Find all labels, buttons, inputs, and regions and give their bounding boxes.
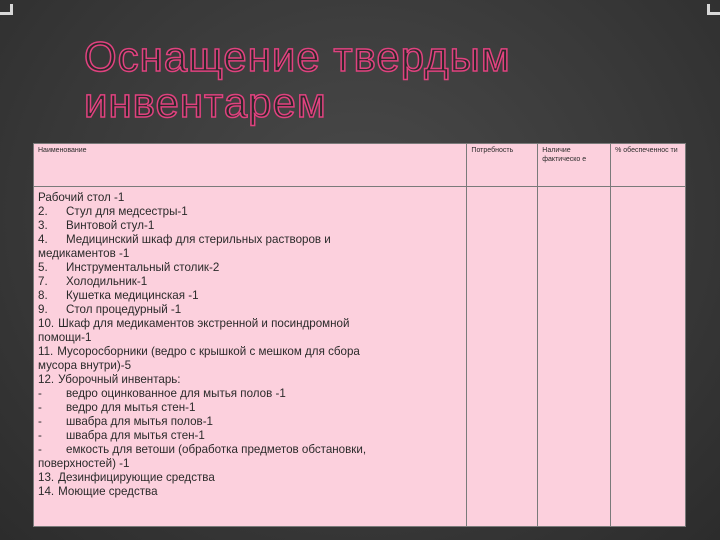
list-item-number: - — [38, 387, 42, 400]
list-item-number: 2. — [38, 205, 48, 218]
list-item — [38, 415, 462, 429]
list-item — [38, 233, 462, 247]
list-item-text: Моющие средства — [58, 485, 158, 498]
title-line-1: Оснащение твердым — [84, 33, 511, 80]
list-item-text: Уборочный инвентарь: — [58, 373, 181, 386]
list-item-text: Шкаф для медикаментов экстренной и посиндромной — [58, 317, 350, 330]
need-cell — [467, 187, 538, 527]
list-item-number: 5. — [38, 261, 48, 274]
list-item-text: емкость для ветоши (обработка предметов обстановки, — [66, 443, 367, 456]
list-item — [38, 387, 462, 401]
list-item-number: - — [38, 429, 42, 442]
list-item-text: Дезинфицирующие средства — [58, 471, 215, 484]
header-available: Наличие фактическо е — [538, 144, 611, 187]
list-item — [38, 205, 462, 219]
list-item-number: 11. — [38, 345, 54, 358]
list-item — [38, 219, 462, 233]
list-item-text: Холодильник-1 — [66, 275, 148, 288]
list-item-number: 14. — [38, 485, 55, 498]
slide-title — [84, 34, 684, 126]
list-item — [38, 401, 462, 415]
equipment-table — [33, 143, 686, 527]
corner-bracket-right — [707, 4, 720, 15]
list-item — [38, 247, 462, 261]
list-item — [38, 261, 462, 275]
table-body-row — [34, 187, 686, 527]
list-item — [38, 317, 462, 331]
list-item — [38, 303, 462, 317]
list-item-text: Стул для медсестры-1 — [66, 205, 188, 218]
list-item-number: 3. — [38, 219, 48, 232]
list-item-text: Рабочий стол -1 — [38, 191, 125, 204]
percent-cell — [611, 187, 686, 527]
list-item — [38, 289, 462, 303]
list-item-text: ведро для мытья стен-1 — [66, 401, 196, 414]
list-item — [38, 471, 462, 485]
list-item-text: ведро оцинкованное для мытья полов -1 — [66, 387, 286, 400]
corner-bracket-left — [0, 4, 13, 15]
list-item-number: 8. — [38, 289, 48, 302]
list-item-text: швабра для мытья стен-1 — [66, 429, 205, 442]
title-line-2: инвентарем — [84, 79, 327, 126]
list-item — [38, 457, 462, 471]
list-item-text: Винтовой стул-1 — [66, 219, 155, 232]
list-item-text: швабра для мытья полов-1 — [66, 415, 213, 428]
list-item-number: 7. — [38, 275, 48, 288]
header-need: Потребность — [467, 144, 538, 187]
available-cell — [538, 187, 611, 527]
list-item-number: 13. — [38, 471, 55, 484]
list-item-text: Стол процедурный -1 — [66, 303, 182, 316]
list-item-text: Мусоросборники (ведро с крышкой с мешком для сбора — [57, 345, 360, 358]
header-percent: % обеспеченнос ти — [611, 144, 686, 187]
items-cell — [34, 187, 467, 527]
list-item — [38, 443, 462, 457]
list-item-number: - — [38, 443, 42, 456]
list-item — [38, 485, 462, 499]
list-item-number: 10. — [38, 317, 55, 330]
list-item-text: Инструментальный столик-2 — [66, 261, 220, 274]
list-item — [38, 275, 462, 289]
list-item-text: медикаментов -1 — [38, 247, 130, 260]
list-item — [38, 373, 462, 387]
list-item-number: - — [38, 415, 42, 428]
header-name: Наименование — [34, 144, 467, 187]
list-item-number: 4. — [38, 233, 48, 246]
list-item-number: 12. — [38, 373, 55, 386]
list-item-text: помощи-1 — [38, 331, 92, 344]
list-item-number: - — [38, 401, 42, 414]
list-item — [38, 191, 462, 205]
table-header-row — [34, 144, 686, 187]
list-item — [38, 345, 462, 359]
list-item-text: Медицинский шкаф для стерильных растворов и — [66, 233, 331, 246]
list-item — [38, 359, 462, 373]
list-item — [38, 429, 462, 443]
list-item-number: 9. — [38, 303, 48, 316]
list-item-text: поверхностей) -1 — [38, 457, 130, 470]
list-item — [38, 331, 462, 345]
list-item-text: мусора внутри)-5 — [38, 359, 132, 372]
list-item-text: Кушетка медицинская -1 — [66, 289, 199, 302]
